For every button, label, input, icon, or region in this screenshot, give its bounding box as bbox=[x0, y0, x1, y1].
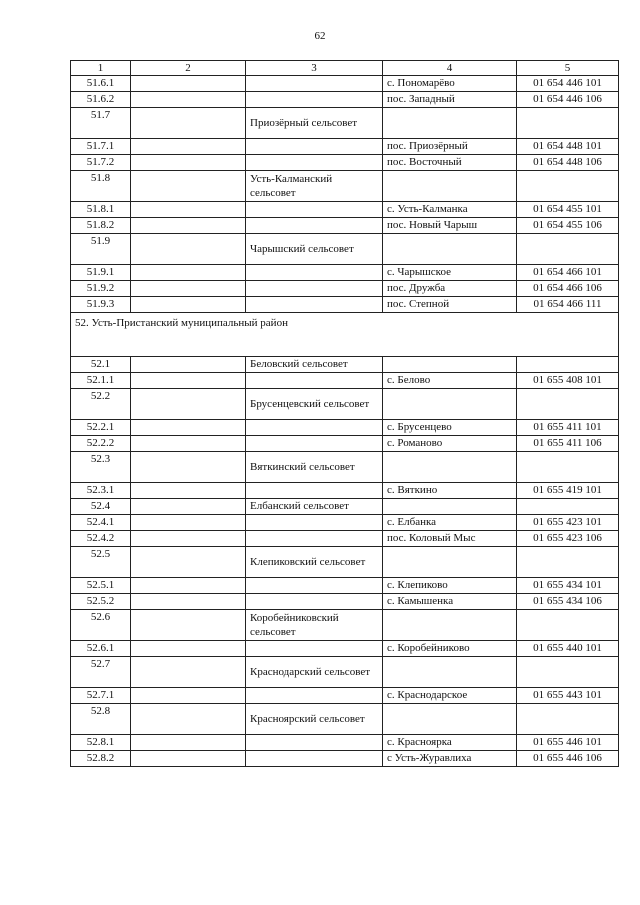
column-header: 2 bbox=[131, 61, 246, 76]
table-row bbox=[71, 436, 619, 452]
code-cell: 51.8.2 bbox=[71, 218, 131, 234]
table-row bbox=[71, 92, 619, 108]
okato-code-cell bbox=[517, 499, 619, 515]
code-cell: 51.7 bbox=[71, 108, 131, 139]
column2-cell bbox=[131, 751, 246, 767]
municipality-cell bbox=[246, 735, 383, 751]
municipality-cell bbox=[246, 483, 383, 499]
table-row bbox=[71, 452, 619, 483]
table-row bbox=[71, 688, 619, 704]
code-cell: 52.7 bbox=[71, 657, 131, 688]
table-row bbox=[71, 735, 619, 751]
column2-cell bbox=[131, 155, 246, 171]
column-header: 4 bbox=[383, 61, 517, 76]
table-row bbox=[71, 155, 619, 171]
settlement-cell: с. Брусенцево bbox=[383, 420, 517, 436]
okato-code-cell: 01 654 455 101 bbox=[517, 202, 619, 218]
settlement-cell bbox=[383, 657, 517, 688]
column2-cell bbox=[131, 531, 246, 547]
okato-code-cell: 01 654 455 106 bbox=[517, 218, 619, 234]
table-row bbox=[71, 76, 619, 92]
okato-code-cell: 01 655 443 101 bbox=[517, 688, 619, 704]
code-cell: 51.9 bbox=[71, 234, 131, 265]
column2-cell bbox=[131, 297, 246, 313]
column2-cell bbox=[131, 139, 246, 155]
table-row bbox=[71, 297, 619, 313]
code-cell: 52.2.2 bbox=[71, 436, 131, 452]
municipality-cell: Красноярский сельсовет bbox=[246, 704, 383, 735]
municipality-cell bbox=[246, 688, 383, 704]
table-row bbox=[71, 389, 619, 420]
municipality-cell bbox=[246, 202, 383, 218]
code-cell: 52.7.1 bbox=[71, 688, 131, 704]
okato-code-cell: 01 654 446 106 bbox=[517, 92, 619, 108]
column2-cell bbox=[131, 420, 246, 436]
column2-cell bbox=[131, 171, 246, 202]
municipality-cell: Елбанский сельсовет bbox=[246, 499, 383, 515]
code-cell: 52.4 bbox=[71, 499, 131, 515]
municipality-cell bbox=[246, 641, 383, 657]
municipality-cell: Краснодарский сельсовет bbox=[246, 657, 383, 688]
code-cell: 52.8.1 bbox=[71, 735, 131, 751]
municipality-cell bbox=[246, 265, 383, 281]
table-row bbox=[71, 420, 619, 436]
okato-table bbox=[70, 60, 619, 767]
okato-code-cell bbox=[517, 389, 619, 420]
municipality-cell bbox=[246, 139, 383, 155]
settlement-cell: пос. Восточный bbox=[383, 155, 517, 171]
municipality-cell bbox=[246, 436, 383, 452]
municipality-cell bbox=[246, 155, 383, 171]
okato-code-cell: 01 655 411 101 bbox=[517, 420, 619, 436]
okato-code-cell bbox=[517, 547, 619, 578]
code-cell: 51.8 bbox=[71, 171, 131, 202]
table-row bbox=[71, 265, 619, 281]
municipality-cell bbox=[246, 420, 383, 436]
column2-cell bbox=[131, 515, 246, 531]
column2-cell bbox=[131, 483, 246, 499]
header-row bbox=[71, 61, 619, 76]
municipality-cell: Усть-Калманский сельсовет bbox=[246, 171, 383, 202]
code-cell: 52.6 bbox=[71, 610, 131, 641]
table-row bbox=[71, 610, 619, 641]
okato-code-cell bbox=[517, 171, 619, 202]
column2-cell bbox=[131, 704, 246, 735]
municipality-cell bbox=[246, 578, 383, 594]
table-row bbox=[71, 531, 619, 547]
municipality-cell: Приозёрный сельсовет bbox=[246, 108, 383, 139]
settlement-cell: пос. Степной bbox=[383, 297, 517, 313]
okato-code-cell: 01 654 448 106 bbox=[517, 155, 619, 171]
table-row bbox=[71, 202, 619, 218]
code-cell: 52.2 bbox=[71, 389, 131, 420]
table-row bbox=[71, 281, 619, 297]
column2-cell bbox=[131, 234, 246, 265]
municipality-cell: Чарышский сельсовет bbox=[246, 234, 383, 265]
municipality-cell: Клепиковский сельсовет bbox=[246, 547, 383, 578]
code-cell: 52.3 bbox=[71, 452, 131, 483]
code-cell: 52.1.1 bbox=[71, 373, 131, 389]
settlement-cell bbox=[383, 547, 517, 578]
table-row bbox=[71, 483, 619, 499]
settlement-cell: с Усть-Журавлиха bbox=[383, 751, 517, 767]
municipality-cell bbox=[246, 373, 383, 389]
municipality-cell: Вяткинский сельсовет bbox=[246, 452, 383, 483]
column2-cell bbox=[131, 436, 246, 452]
okato-code-cell bbox=[517, 610, 619, 641]
code-cell: 52.8 bbox=[71, 704, 131, 735]
column-header: 5 bbox=[517, 61, 619, 76]
column2-cell bbox=[131, 578, 246, 594]
table-row bbox=[71, 499, 619, 515]
settlement-cell: пос. Приозёрный bbox=[383, 139, 517, 155]
municipality-cell bbox=[246, 281, 383, 297]
settlement-cell: с. Романово bbox=[383, 436, 517, 452]
settlement-cell: с. Краснодарское bbox=[383, 688, 517, 704]
okato-code-cell: 01 655 434 101 bbox=[517, 578, 619, 594]
table-row bbox=[71, 515, 619, 531]
okato-code-cell: 01 655 446 106 bbox=[517, 751, 619, 767]
column-header: 3 bbox=[246, 61, 383, 76]
table-row bbox=[71, 171, 619, 202]
okato-code-cell: 01 655 411 106 bbox=[517, 436, 619, 452]
table-row bbox=[71, 704, 619, 735]
code-cell: 52.5.1 bbox=[71, 578, 131, 594]
column2-cell bbox=[131, 452, 246, 483]
column2-cell bbox=[131, 202, 246, 218]
column2-cell bbox=[131, 594, 246, 610]
settlement-cell bbox=[383, 499, 517, 515]
okato-code-cell bbox=[517, 108, 619, 139]
okato-code-cell: 01 655 434 106 bbox=[517, 594, 619, 610]
page-number: 62 bbox=[314, 30, 326, 42]
table-row bbox=[71, 373, 619, 389]
column2-cell bbox=[131, 735, 246, 751]
okato-code-cell bbox=[517, 234, 619, 265]
settlement-cell bbox=[383, 171, 517, 202]
settlement-cell: с. Красноярка bbox=[383, 735, 517, 751]
section-heading: 52. Усть-Пристанский муниципальный район bbox=[71, 313, 619, 357]
column2-cell bbox=[131, 357, 246, 373]
settlement-cell bbox=[383, 610, 517, 641]
municipality-cell bbox=[246, 594, 383, 610]
code-cell: 51.9.3 bbox=[71, 297, 131, 313]
column-header: 1 bbox=[71, 61, 131, 76]
municipality-cell bbox=[246, 76, 383, 92]
okato-code-cell: 01 655 408 101 bbox=[517, 373, 619, 389]
okato-code-cell bbox=[517, 657, 619, 688]
code-cell: 52.5 bbox=[71, 547, 131, 578]
code-cell: 52.4.1 bbox=[71, 515, 131, 531]
code-cell: 51.8.1 bbox=[71, 202, 131, 218]
code-cell: 52.6.1 bbox=[71, 641, 131, 657]
settlement-cell: с. Чарышское bbox=[383, 265, 517, 281]
code-cell: 51.9.1 bbox=[71, 265, 131, 281]
municipality-cell bbox=[246, 92, 383, 108]
settlement-cell: с. Усть-Калманка bbox=[383, 202, 517, 218]
okato-code-cell bbox=[517, 357, 619, 373]
table-row bbox=[71, 594, 619, 610]
settlement-cell bbox=[383, 389, 517, 420]
column2-cell bbox=[131, 265, 246, 281]
code-cell: 52.3.1 bbox=[71, 483, 131, 499]
column2-cell bbox=[131, 281, 246, 297]
settlement-cell bbox=[383, 704, 517, 735]
municipality-cell bbox=[246, 531, 383, 547]
column2-cell bbox=[131, 218, 246, 234]
column2-cell bbox=[131, 92, 246, 108]
okato-code-cell: 01 654 446 101 bbox=[517, 76, 619, 92]
table-body bbox=[71, 76, 619, 767]
okato-code-cell: 01 654 466 101 bbox=[517, 265, 619, 281]
table-row bbox=[71, 751, 619, 767]
municipality-cell bbox=[246, 297, 383, 313]
column2-cell bbox=[131, 657, 246, 688]
settlement-cell: пос. Дружба bbox=[383, 281, 517, 297]
okato-code-cell: 01 655 423 106 bbox=[517, 531, 619, 547]
okato-code-cell: 01 655 419 101 bbox=[517, 483, 619, 499]
column2-cell bbox=[131, 76, 246, 92]
settlement-cell bbox=[383, 108, 517, 139]
table-row bbox=[71, 139, 619, 155]
code-cell: 51.6.2 bbox=[71, 92, 131, 108]
table-row bbox=[71, 357, 619, 373]
municipality-cell: Беловский сельсовет bbox=[246, 357, 383, 373]
municipality-cell bbox=[246, 515, 383, 531]
municipality-cell: Брусенцевский сельсовет bbox=[246, 389, 383, 420]
okato-code-cell: 01 655 423 101 bbox=[517, 515, 619, 531]
code-cell: 52.8.2 bbox=[71, 751, 131, 767]
settlement-cell: с. Камышенка bbox=[383, 594, 517, 610]
okato-code-cell: 01 654 466 111 bbox=[517, 297, 619, 313]
column2-cell bbox=[131, 499, 246, 515]
table-row bbox=[71, 578, 619, 594]
column2-cell bbox=[131, 373, 246, 389]
table-row bbox=[71, 108, 619, 139]
settlement-cell: пос. Западный bbox=[383, 92, 517, 108]
column2-cell bbox=[131, 108, 246, 139]
municipality-cell bbox=[246, 218, 383, 234]
settlement-cell bbox=[383, 234, 517, 265]
settlement-cell: с. Коробейниково bbox=[383, 641, 517, 657]
column2-cell bbox=[131, 610, 246, 641]
settlement-cell: с. Вяткино bbox=[383, 483, 517, 499]
settlement-cell: с. Клепиково bbox=[383, 578, 517, 594]
settlement-cell: с. Пономарёво bbox=[383, 76, 517, 92]
okato-code-cell: 01 655 446 101 bbox=[517, 735, 619, 751]
code-cell: 51.9.2 bbox=[71, 281, 131, 297]
table-row bbox=[71, 641, 619, 657]
okato-code-cell: 01 654 466 106 bbox=[517, 281, 619, 297]
okato-code-cell: 01 655 440 101 bbox=[517, 641, 619, 657]
municipality-cell: Коробейниковский сельсовет bbox=[246, 610, 383, 641]
table-row bbox=[71, 218, 619, 234]
code-cell: 52.4.2 bbox=[71, 531, 131, 547]
municipality-cell bbox=[246, 751, 383, 767]
settlement-cell: с. Елбанка bbox=[383, 515, 517, 531]
table-row bbox=[71, 657, 619, 688]
section-heading-row bbox=[71, 313, 619, 357]
code-cell: 51.7.1 bbox=[71, 139, 131, 155]
column2-cell bbox=[131, 688, 246, 704]
code-cell: 51.7.2 bbox=[71, 155, 131, 171]
column2-cell bbox=[131, 547, 246, 578]
code-cell: 52.2.1 bbox=[71, 420, 131, 436]
okato-code-cell: 01 654 448 101 bbox=[517, 139, 619, 155]
code-cell: 52.1 bbox=[71, 357, 131, 373]
code-cell: 52.5.2 bbox=[71, 594, 131, 610]
column2-cell bbox=[131, 641, 246, 657]
column2-cell bbox=[131, 389, 246, 420]
okato-code-cell bbox=[517, 704, 619, 735]
settlement-cell: пос. Коловый Мыс bbox=[383, 531, 517, 547]
settlement-cell bbox=[383, 357, 517, 373]
table-row bbox=[71, 234, 619, 265]
settlement-cell: с. Белово bbox=[383, 373, 517, 389]
okato-code-cell bbox=[517, 452, 619, 483]
settlement-cell: пос. Новый Чарыш bbox=[383, 218, 517, 234]
table-row bbox=[71, 547, 619, 578]
settlement-cell bbox=[383, 452, 517, 483]
code-cell: 51.6.1 bbox=[71, 76, 131, 92]
